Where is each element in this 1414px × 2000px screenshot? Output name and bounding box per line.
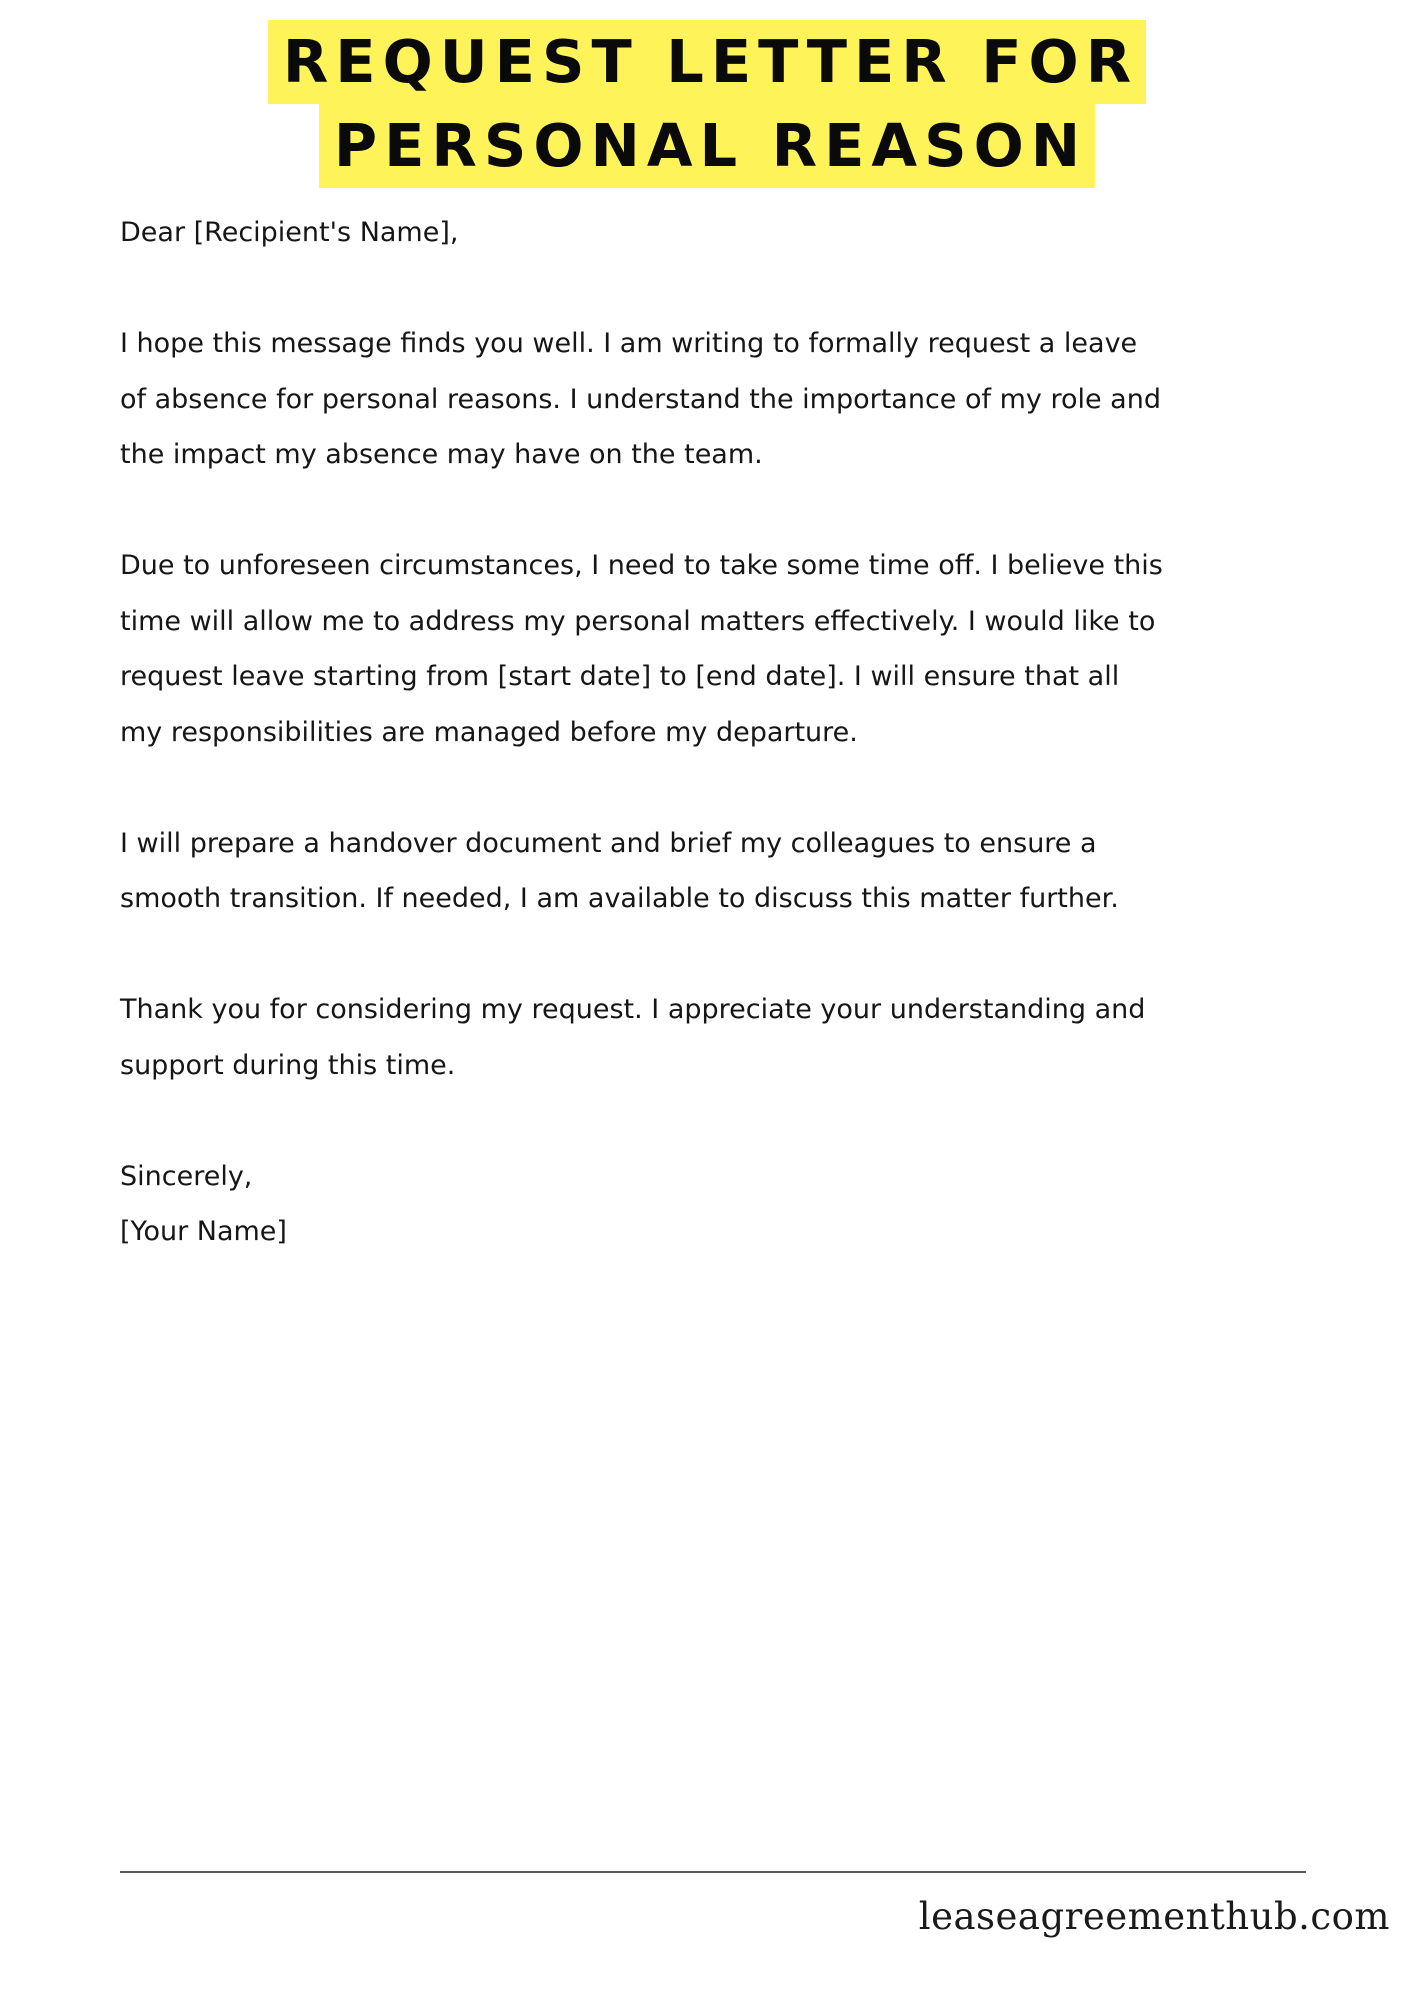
title-line-1: REQUEST LETTER FOR xyxy=(268,20,1146,104)
paragraph-line: Due to unforeseen circumstances, I need to take some time off. I believe this xyxy=(120,550,1163,581)
paragraph-line: Thank you for considering my request. I appreciate your understanding and xyxy=(120,994,1146,1025)
footer-divider xyxy=(120,1871,1306,1873)
signature-placeholder: [Your Name] xyxy=(120,1216,287,1247)
paragraph-intro xyxy=(120,316,1330,483)
salutation xyxy=(120,205,1330,261)
paragraph-line: request leave starting from [start date] to [end date]. I will ensure that all xyxy=(120,661,1120,692)
paragraph-handover xyxy=(120,816,1330,927)
paragraph-line: time will allow me to address my personal matters effectively. I would like to xyxy=(120,605,1156,637)
letter-body xyxy=(120,205,1330,1260)
paragraph-line: I hope this message finds you well. I am writing to formally request a leave xyxy=(120,328,1138,359)
closing-block xyxy=(120,1149,1330,1260)
paragraph-line: I will prepare a handover document and brief my colleagues to ensure a xyxy=(120,827,1097,859)
paragraph-line: support during this time. xyxy=(120,1049,456,1081)
closing-text: Sincerely, xyxy=(120,1160,253,1192)
paragraph-line: the impact my absence may have on the team. xyxy=(120,439,763,470)
paragraph-reason xyxy=(120,538,1330,760)
page-title xyxy=(0,20,1414,188)
paragraph-line: smooth transition. If needed, I am available to discuss this matter further. xyxy=(120,883,1119,914)
salutation-text: Dear [Recipient's Name], xyxy=(120,217,459,248)
paragraph-thanks xyxy=(120,982,1330,1093)
paragraph-line: my responsibilities are managed before my departure. xyxy=(120,716,858,748)
title-line-2: PERSONAL REASON xyxy=(319,104,1095,188)
paragraph-line: of absence for personal reasons. I understand the importance of my role and xyxy=(120,383,1161,415)
footer-website: leaseagreementhub.com xyxy=(918,1895,1390,1938)
